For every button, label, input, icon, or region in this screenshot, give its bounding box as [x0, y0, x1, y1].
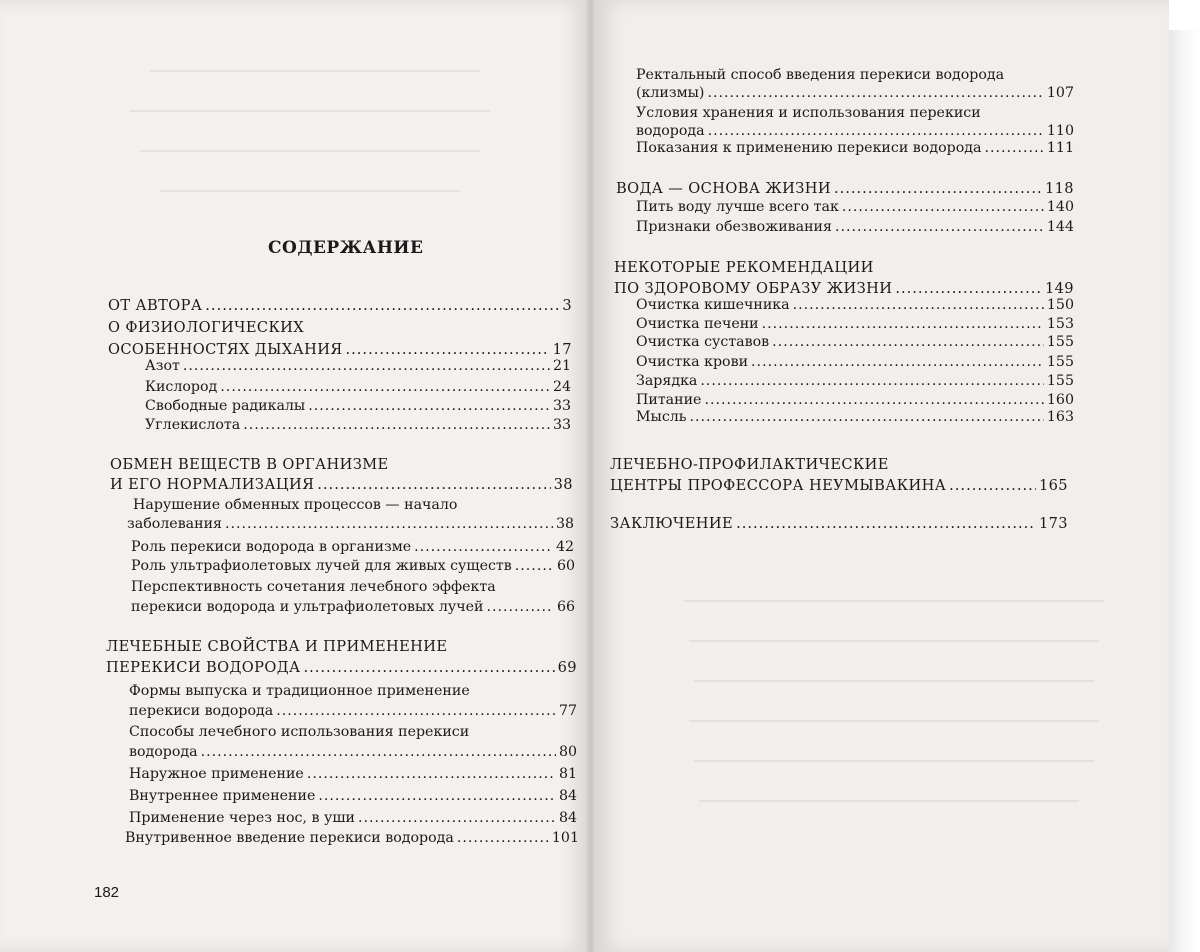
toc-entry: Свободные радикалы ..... 33 [145, 397, 571, 415]
toc-entry: Условия хранения и использования перекиси [636, 105, 981, 121]
toc-entry: Наружное применение ..... 81 [129, 765, 577, 783]
toc-entry: Кислород ..... 24 [145, 378, 571, 396]
right-page [594, 0, 1169, 952]
toc-entry: Способы лечебного использования перекиси [129, 724, 470, 740]
toc-entry: Очистка печени ..... 153 [636, 315, 1074, 333]
toc-entry: Показания к применению перекиси водорода ..... 111 [636, 139, 1074, 157]
toc-entry: Ректальный способ введения перекиси водорода [636, 67, 1005, 83]
toc-entry: Нарушение обменных процессов — начало [133, 497, 458, 513]
toc-entry: Пить воду лучше всего так ..... 140 [636, 198, 1074, 216]
toc-entry: ПЕРЕКИСИ ВОДОРОДА ..... 69 [106, 659, 577, 677]
toc-entry: заболевания ..... 38 [127, 515, 574, 533]
toc-entry: ЛЕЧЕБНО-ПРОФИЛАКТИЧЕСКИЕ [610, 456, 889, 473]
toc-entry: ОБМЕН ВЕЩЕСТВ В ОРГАНИЗМЕ [110, 456, 389, 473]
toc-entry: ЛЕЧЕБНЫЕ СВОЙСТВА И ПРИМЕНЕНИЕ [106, 638, 448, 655]
left-page [0, 0, 588, 952]
toc-entry: ОСОБЕННОСТЯХ ДЫХАНИЯ ..... 17 [108, 341, 572, 359]
page-edges [1169, 30, 1200, 952]
toc-entry: ЗАКЛЮЧЕНИЕ ..... 173 [610, 515, 1068, 533]
toc-entry: ПО ЗДОРОВОМУ ОБРАЗУ ЖИЗНИ ..... 149 [614, 280, 1074, 298]
toc-entry: Углекислота ..... 33 [145, 416, 571, 434]
toc-entry: водорода ..... 110 [636, 122, 1074, 140]
toc-entry: Мысль ..... 163 [636, 408, 1074, 426]
toc-entry: водорода ..... 80 [129, 743, 577, 761]
toc-entry: Внутривенное введение перекиси водорода ..... 101 [125, 829, 579, 847]
toc-heading: СОДЕРЖАНИЕ [268, 238, 424, 258]
toc-entry: Очистка суставов ..... 155 [636, 333, 1074, 351]
toc-entry: Внутреннее применение ..... 84 [129, 787, 577, 805]
toc-entry: О ФИЗИОЛОГИЧЕСКИХ [108, 319, 305, 336]
toc-entry: перекиси водорода ..... 77 [129, 702, 577, 720]
toc-entry: Формы выпуска и традиционное применение [129, 683, 470, 699]
toc-entry: ВОДА — ОСНОВА ЖИЗНИ ..... 118 [616, 180, 1074, 198]
toc-entry: Очистка крови ..... 155 [636, 353, 1074, 371]
toc-entry: Роль ультрафиолетовых лучей для живых существ ..... 60 [131, 557, 575, 575]
toc-entry: ОТ АВТОРА ..... 3 [108, 297, 572, 315]
toc-entry: ЦЕНТРЫ ПРОФЕССОРА НЕУМЫВАКИНА ..... 165 [610, 477, 1068, 495]
page-number: 182 [94, 884, 120, 901]
toc-entry: Очистка кишечника ..... 150 [636, 296, 1074, 314]
toc-entry: Признаки обезвоживания ..... 144 [636, 218, 1074, 236]
toc-entry: Азот ..... 21 [145, 357, 571, 375]
toc-entry: Применение через нос, в уши ..... 84 [129, 809, 577, 827]
toc-entry: Зарядка ..... 155 [636, 372, 1074, 390]
toc-entry: НЕКОТОРЫЕ РЕКОМЕНДАЦИИ [614, 259, 874, 276]
toc-entry: Перспективность сочетания лечебного эффекта [131, 579, 496, 595]
toc-entry: Питание ..... 160 [636, 391, 1074, 409]
toc-entry: перекиси водорода и ультрафиолетовых лучей ..... 66 [131, 598, 575, 616]
toc-entry: (клизмы) ..... 107 [636, 84, 1074, 102]
toc-entry: И ЕГО НОРМАЛИЗАЦИЯ ..... 38 [110, 476, 573, 494]
toc-entry: Роль перекиси водорода в организме ..... 42 [131, 538, 574, 556]
